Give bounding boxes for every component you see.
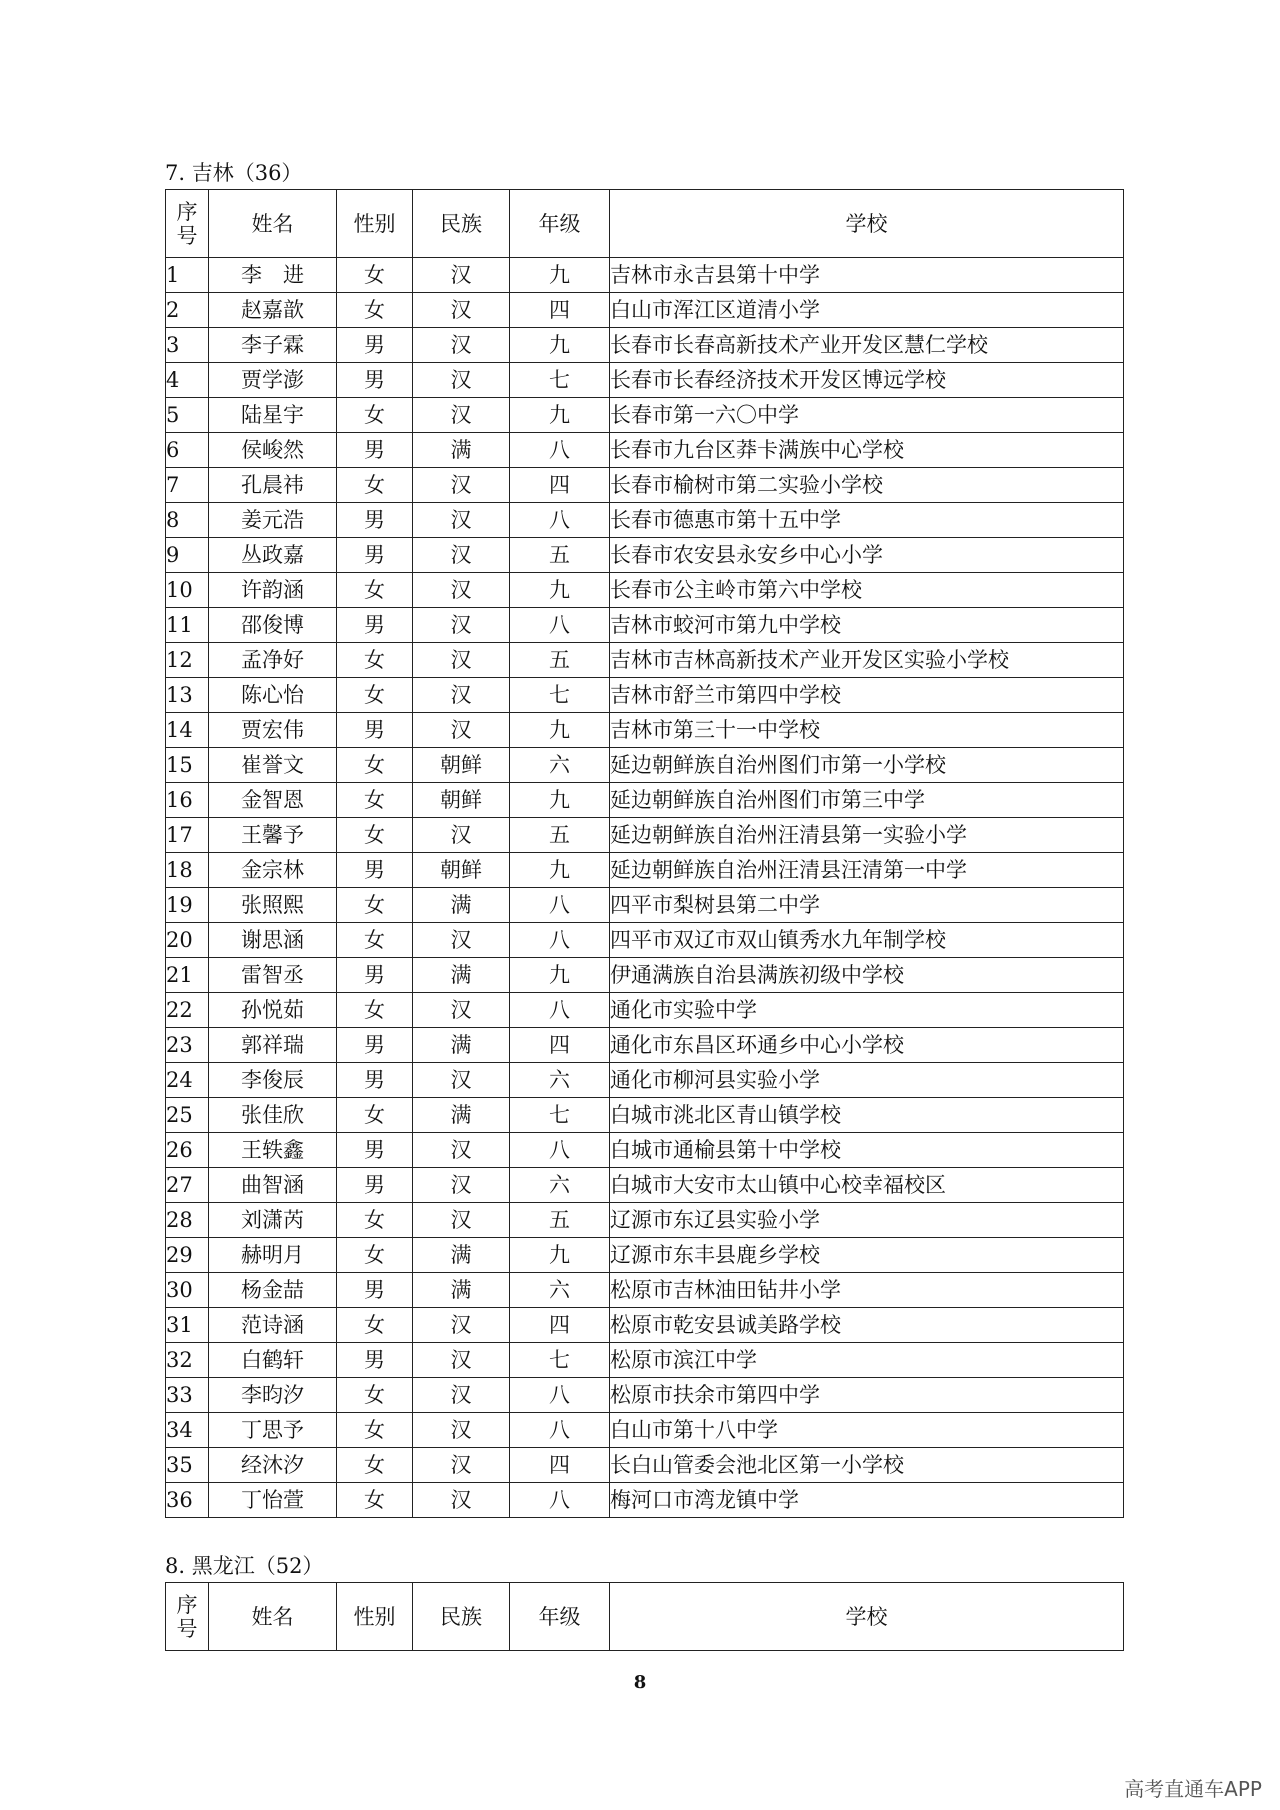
cell-grade: 八 (510, 608, 610, 643)
table-row (166, 433, 1124, 468)
cell-school: 长白山管委会池北区第一小学校 (610, 1448, 1124, 1483)
cell-name: 张照熙 (209, 888, 337, 923)
table-row (166, 1238, 1124, 1273)
cell-name: 雷智丞 (209, 958, 337, 993)
cell-name: 陆星宇 (209, 398, 337, 433)
col-header-number: 序 号 (166, 190, 209, 258)
cell-grade: 八 (510, 888, 610, 923)
cell-grade: 九 (510, 258, 610, 293)
cell-school: 白山市第十八中学 (610, 1413, 1124, 1448)
table-row (166, 1273, 1124, 1308)
cell-grade: 九 (510, 713, 610, 748)
table-header-row (166, 190, 1124, 258)
cell-grade: 九 (510, 783, 610, 818)
cell-grade: 九 (510, 1238, 610, 1273)
table-row (166, 503, 1124, 538)
cell-grade: 八 (510, 993, 610, 1028)
cell-name: 赫明月 (209, 1238, 337, 1273)
table-row (166, 888, 1124, 923)
cell-ethnicity: 汉 (413, 363, 510, 398)
cell-name: 李昀汐 (209, 1378, 337, 1413)
cell-ethnicity: 汉 (413, 923, 510, 958)
cell-name: 孟净好 (209, 643, 337, 678)
cell-ethnicity: 汉 (413, 993, 510, 1028)
cell-name: 侯峻然 (209, 433, 337, 468)
cell-number: 21 (166, 958, 209, 993)
cell-ethnicity: 汉 (413, 1133, 510, 1168)
cell-number: 31 (166, 1308, 209, 1343)
table-row (166, 923, 1124, 958)
cell-name: 郭祥瑞 (209, 1028, 337, 1063)
col-header-gender: 性别 (337, 1583, 413, 1651)
cell-number: 26 (166, 1133, 209, 1168)
cell-school: 长春市长春经济技术开发区博远学校 (610, 363, 1124, 398)
cell-number: 2 (166, 293, 209, 328)
cell-ethnicity: 满 (413, 888, 510, 923)
cell-grade: 六 (510, 748, 610, 783)
cell-grade: 八 (510, 1413, 610, 1448)
table-row (166, 748, 1124, 783)
cell-gender: 女 (337, 468, 413, 503)
cell-number: 6 (166, 433, 209, 468)
cell-name: 金智恩 (209, 783, 337, 818)
cell-school: 长春市德惠市第十五中学 (610, 503, 1124, 538)
cell-school: 松原市滨江中学 (610, 1343, 1124, 1378)
cell-school: 长春市公主岭市第六中学校 (610, 573, 1124, 608)
page-number: 8 (633, 1672, 647, 1693)
cell-number: 12 (166, 643, 209, 678)
cell-school: 延边朝鲜族自治州图们市第一小学校 (610, 748, 1124, 783)
cell-name: 经沐汐 (209, 1448, 337, 1483)
cell-ethnicity: 满 (413, 1238, 510, 1273)
cell-grade: 八 (510, 1133, 610, 1168)
cell-school: 白城市洮北区青山镇学校 (610, 1098, 1124, 1133)
cell-name: 贾学澎 (209, 363, 337, 398)
cell-grade: 四 (510, 1448, 610, 1483)
cell-number: 32 (166, 1343, 209, 1378)
cell-grade: 四 (510, 468, 610, 503)
cell-gender: 女 (337, 1203, 413, 1238)
cell-gender: 女 (337, 1238, 413, 1273)
cell-gender: 男 (337, 1168, 413, 1203)
cell-ethnicity: 汉 (413, 1483, 510, 1518)
col-header-grade: 年级 (510, 1583, 610, 1651)
cell-number: 29 (166, 1238, 209, 1273)
cell-grade: 六 (510, 1063, 610, 1098)
cell-name: 王轶鑫 (209, 1133, 337, 1168)
cell-grade: 九 (510, 853, 610, 888)
cell-number: 36 (166, 1483, 209, 1518)
cell-ethnicity: 汉 (413, 643, 510, 678)
cell-gender: 女 (337, 1378, 413, 1413)
cell-number: 17 (166, 818, 209, 853)
cell-number: 23 (166, 1028, 209, 1063)
cell-gender: 女 (337, 1483, 413, 1518)
table-row (166, 678, 1124, 713)
cell-gender: 男 (337, 1028, 413, 1063)
cell-grade: 九 (510, 328, 610, 363)
cell-number: 34 (166, 1413, 209, 1448)
table-row (166, 573, 1124, 608)
cell-number: 33 (166, 1378, 209, 1413)
table-row (166, 468, 1124, 503)
cell-ethnicity: 汉 (413, 293, 510, 328)
table-row (166, 1413, 1124, 1448)
cell-gender: 女 (337, 398, 413, 433)
cell-name: 贾宏伟 (209, 713, 337, 748)
cell-school: 吉林市吉林高新技术产业开发区实验小学校 (610, 643, 1124, 678)
col-header-ethnicity: 民族 (413, 1583, 510, 1651)
cell-gender: 男 (337, 433, 413, 468)
cell-ethnicity: 汉 (413, 538, 510, 573)
cell-grade: 九 (510, 573, 610, 608)
cell-number: 19 (166, 888, 209, 923)
cell-name: 李俊辰 (209, 1063, 337, 1098)
cell-gender: 男 (337, 1273, 413, 1308)
cell-number: 25 (166, 1098, 209, 1133)
table-row (166, 1448, 1124, 1483)
table-row (166, 1098, 1124, 1133)
col-header-school: 学校 (610, 1583, 1124, 1651)
cell-school: 延边朝鲜族自治州汪清县第一实验小学 (610, 818, 1124, 853)
cell-name: 王馨予 (209, 818, 337, 853)
cell-school: 白山市浑江区道清小学 (610, 293, 1124, 328)
cell-school: 松原市吉林油田钻井小学 (610, 1273, 1124, 1308)
cell-school: 通化市实验中学 (610, 993, 1124, 1028)
cell-grade: 八 (510, 1378, 610, 1413)
cell-school: 吉林市舒兰市第四中学校 (610, 678, 1124, 713)
cell-gender: 女 (337, 818, 413, 853)
cell-ethnicity: 满 (413, 958, 510, 993)
cell-school: 梅河口市湾龙镇中学 (610, 1483, 1124, 1518)
cell-name: 崔誉文 (209, 748, 337, 783)
cell-school: 辽源市东辽县实验小学 (610, 1203, 1124, 1238)
cell-ethnicity: 汉 (413, 1168, 510, 1203)
cell-gender: 女 (337, 1448, 413, 1483)
cell-name: 金宗林 (209, 853, 337, 888)
table-row (166, 1378, 1124, 1413)
cell-name: 许韵涵 (209, 573, 337, 608)
cell-gender: 女 (337, 923, 413, 958)
table-row (166, 1483, 1124, 1518)
cell-number: 3 (166, 328, 209, 363)
cell-number: 14 (166, 713, 209, 748)
cell-gender: 女 (337, 993, 413, 1028)
cell-school: 白城市通榆县第十中学校 (610, 1133, 1124, 1168)
watermark-text: 高考直通车APP (1124, 1777, 1262, 1801)
table-row (166, 643, 1124, 678)
cell-gender: 男 (337, 328, 413, 363)
cell-number: 28 (166, 1203, 209, 1238)
cell-grade: 五 (510, 538, 610, 573)
cell-name: 谢思涵 (209, 923, 337, 958)
cell-ethnicity: 汉 (413, 468, 510, 503)
table-row (166, 1028, 1124, 1063)
cell-number: 20 (166, 923, 209, 958)
cell-school: 通化市柳河县实验小学 (610, 1063, 1124, 1098)
cell-school: 四平市梨树县第二中学 (610, 888, 1124, 923)
cell-ethnicity: 汉 (413, 678, 510, 713)
cell-gender: 男 (337, 608, 413, 643)
col-header-name: 姓名 (209, 1583, 337, 1651)
cell-grade: 七 (510, 363, 610, 398)
cell-name: 赵嘉歆 (209, 293, 337, 328)
cell-name: 丛政嘉 (209, 538, 337, 573)
table-row (166, 328, 1124, 363)
cell-school: 长春市榆树市第二实验小学校 (610, 468, 1124, 503)
cell-ethnicity: 汉 (413, 1413, 510, 1448)
cell-gender: 女 (337, 748, 413, 783)
table-row (166, 1203, 1124, 1238)
cell-school: 四平市双辽市双山镇秀水九年制学校 (610, 923, 1124, 958)
cell-grade: 九 (510, 958, 610, 993)
cell-name: 李子霖 (209, 328, 337, 363)
cell-name: 丁怡萱 (209, 1483, 337, 1518)
cell-grade: 六 (510, 1168, 610, 1203)
cell-ethnicity: 汉 (413, 1203, 510, 1238)
table-row (166, 1133, 1124, 1168)
cell-ethnicity: 汉 (413, 818, 510, 853)
table-row (166, 608, 1124, 643)
cell-grade: 八 (510, 1483, 610, 1518)
cell-ethnicity: 满 (413, 1273, 510, 1308)
cell-name: 张佳欣 (209, 1098, 337, 1133)
cell-number: 27 (166, 1168, 209, 1203)
cell-number: 18 (166, 853, 209, 888)
table-row (166, 1063, 1124, 1098)
col-header-gender: 性别 (337, 190, 413, 258)
cell-school: 长春市九台区莽卡满族中心学校 (610, 433, 1124, 468)
cell-number: 24 (166, 1063, 209, 1098)
table-row (166, 258, 1124, 293)
cell-ethnicity: 汉 (413, 398, 510, 433)
cell-number: 5 (166, 398, 209, 433)
cell-number: 30 (166, 1273, 209, 1308)
cell-school: 通化市东昌区环通乡中心小学校 (610, 1028, 1124, 1063)
cell-gender: 女 (337, 678, 413, 713)
cell-gender: 女 (337, 1098, 413, 1133)
cell-ethnicity: 汉 (413, 1063, 510, 1098)
table-row (166, 398, 1124, 433)
cell-name: 李 进 (209, 258, 337, 293)
cell-name: 杨金喆 (209, 1273, 337, 1308)
cell-ethnicity: 汉 (413, 573, 510, 608)
cell-ethnicity: 汉 (413, 1343, 510, 1378)
cell-gender: 男 (337, 958, 413, 993)
table-row (166, 853, 1124, 888)
cell-grade: 八 (510, 433, 610, 468)
cell-school: 白城市大安市太山镇中心校幸福校区 (610, 1168, 1124, 1203)
table-header-row (166, 1583, 1124, 1651)
cell-ethnicity: 满 (413, 433, 510, 468)
cell-school: 松原市乾安县诚美路学校 (610, 1308, 1124, 1343)
section-title-heilongjiang: 8. 黑龙江（52） (165, 1554, 324, 1578)
cell-name: 丁思予 (209, 1413, 337, 1448)
section-title-jilin: 7. 吉林（36） (165, 161, 303, 185)
cell-ethnicity: 汉 (413, 713, 510, 748)
table-row (166, 958, 1124, 993)
cell-number: 10 (166, 573, 209, 608)
cell-school: 延边朝鲜族自治州图们市第三中学 (610, 783, 1124, 818)
cell-ethnicity: 汉 (413, 503, 510, 538)
cell-gender: 男 (337, 538, 413, 573)
cell-grade: 八 (510, 923, 610, 958)
cell-gender: 女 (337, 783, 413, 818)
cell-school: 长春市第一六〇中学 (610, 398, 1124, 433)
cell-gender: 男 (337, 713, 413, 748)
cell-gender: 女 (337, 293, 413, 328)
table-row (166, 783, 1124, 818)
cell-school: 吉林市蛟河市第九中学校 (610, 608, 1124, 643)
cell-ethnicity: 朝鲜 (413, 748, 510, 783)
cell-ethnicity: 满 (413, 1098, 510, 1133)
cell-gender: 女 (337, 643, 413, 678)
cell-gender: 女 (337, 1413, 413, 1448)
cell-number: 16 (166, 783, 209, 818)
table-row (166, 1343, 1124, 1378)
cell-name: 范诗涵 (209, 1308, 337, 1343)
cell-ethnicity: 朝鲜 (413, 783, 510, 818)
table-row (166, 1168, 1124, 1203)
cell-number: 8 (166, 503, 209, 538)
cell-gender: 男 (337, 853, 413, 888)
cell-number: 35 (166, 1448, 209, 1483)
cell-name: 邵俊博 (209, 608, 337, 643)
col-header-name: 姓名 (209, 190, 337, 258)
cell-school: 长春市长春高新技术产业开发区慧仁学校 (610, 328, 1124, 363)
col-header-school: 学校 (610, 190, 1124, 258)
cell-number: 1 (166, 258, 209, 293)
table-row (166, 1308, 1124, 1343)
cell-grade: 九 (510, 398, 610, 433)
col-header-number: 序 号 (166, 1583, 209, 1651)
cell-grade: 四 (510, 1028, 610, 1063)
cell-gender: 女 (337, 1308, 413, 1343)
cell-school: 辽源市东丰县鹿乡学校 (610, 1238, 1124, 1273)
cell-gender: 女 (337, 573, 413, 608)
cell-grade: 七 (510, 1098, 610, 1133)
cell-school: 伊通满族自治县满族初级中学校 (610, 958, 1124, 993)
cell-school: 松原市扶余市第四中学 (610, 1378, 1124, 1413)
cell-number: 11 (166, 608, 209, 643)
table-row (166, 538, 1124, 573)
roster-table-heilongjiang (165, 1582, 1124, 1651)
cell-grade: 七 (510, 1343, 610, 1378)
roster-body-jilin (166, 258, 1124, 1518)
cell-grade: 五 (510, 643, 610, 678)
cell-school: 吉林市第三十一中学校 (610, 713, 1124, 748)
cell-name: 姜元浩 (209, 503, 337, 538)
cell-name: 曲智涵 (209, 1168, 337, 1203)
cell-number: 7 (166, 468, 209, 503)
cell-gender: 女 (337, 888, 413, 923)
table-row (166, 363, 1124, 398)
cell-gender: 男 (337, 1063, 413, 1098)
cell-school: 吉林市永吉县第十中学 (610, 258, 1124, 293)
cell-gender: 男 (337, 1133, 413, 1168)
cell-ethnicity: 汉 (413, 1448, 510, 1483)
cell-number: 15 (166, 748, 209, 783)
roster-table-jilin (165, 189, 1124, 1518)
cell-ethnicity: 汉 (413, 1308, 510, 1343)
cell-name: 刘潇芮 (209, 1203, 337, 1238)
cell-ethnicity: 汉 (413, 258, 510, 293)
cell-gender: 男 (337, 363, 413, 398)
cell-ethnicity: 满 (413, 1028, 510, 1063)
cell-ethnicity: 汉 (413, 328, 510, 363)
cell-gender: 女 (337, 258, 413, 293)
cell-grade: 五 (510, 1203, 610, 1238)
cell-ethnicity: 朝鲜 (413, 853, 510, 888)
cell-name: 白鹤轩 (209, 1343, 337, 1378)
cell-number: 9 (166, 538, 209, 573)
cell-number: 13 (166, 678, 209, 713)
table-row (166, 818, 1124, 853)
cell-gender: 男 (337, 1343, 413, 1378)
cell-grade: 八 (510, 503, 610, 538)
cell-name: 陈心怡 (209, 678, 337, 713)
cell-grade: 七 (510, 678, 610, 713)
table-row (166, 713, 1124, 748)
cell-gender: 男 (337, 503, 413, 538)
cell-grade: 四 (510, 1308, 610, 1343)
table-row (166, 293, 1124, 328)
cell-grade: 六 (510, 1273, 610, 1308)
col-header-ethnicity: 民族 (413, 190, 510, 258)
cell-school: 延边朝鲜族自治州汪清县汪清第一中学 (610, 853, 1124, 888)
cell-grade: 四 (510, 293, 610, 328)
cell-ethnicity: 汉 (413, 608, 510, 643)
cell-name: 孙悦茹 (209, 993, 337, 1028)
cell-number: 4 (166, 363, 209, 398)
cell-number: 22 (166, 993, 209, 1028)
cell-name: 孔晨祎 (209, 468, 337, 503)
col-header-grade: 年级 (510, 190, 610, 258)
table-row (166, 993, 1124, 1028)
cell-school: 长春市农安县永安乡中心小学 (610, 538, 1124, 573)
cell-grade: 五 (510, 818, 610, 853)
cell-ethnicity: 汉 (413, 1378, 510, 1413)
